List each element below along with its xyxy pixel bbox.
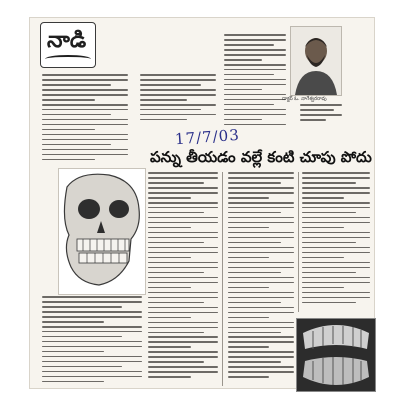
right-middle-column-intro	[224, 34, 286, 128]
doctor-photo	[290, 26, 342, 96]
dental-xray	[296, 318, 376, 392]
column-divider	[222, 172, 223, 386]
middle-column-intro	[140, 74, 216, 124]
masthead-title: నాడి	[47, 27, 87, 53]
article-headline: పన్ను తీయడం వల్లే కంటి చూపు పోదు	[150, 148, 372, 166]
doctor-portrait-icon	[291, 27, 341, 95]
left-column-body	[42, 296, 142, 388]
skull-teeth-icon	[59, 169, 145, 294]
author-caption: డాక్టర్ ఓ. నాగేశ్వరరావు	[282, 96, 327, 102]
masthead-pulse-line	[45, 55, 91, 63]
left-column-intro	[42, 74, 128, 164]
column-two-body	[148, 172, 218, 388]
far-right-column-intro	[300, 104, 342, 128]
column-divider	[298, 172, 299, 312]
column-three-body	[228, 172, 294, 388]
dental-xray-icon	[297, 319, 375, 391]
column-four-body	[302, 172, 370, 312]
date-stamp: 17/7/03	[174, 125, 241, 149]
skull-illustration	[58, 168, 146, 295]
column-masthead	[40, 22, 96, 68]
